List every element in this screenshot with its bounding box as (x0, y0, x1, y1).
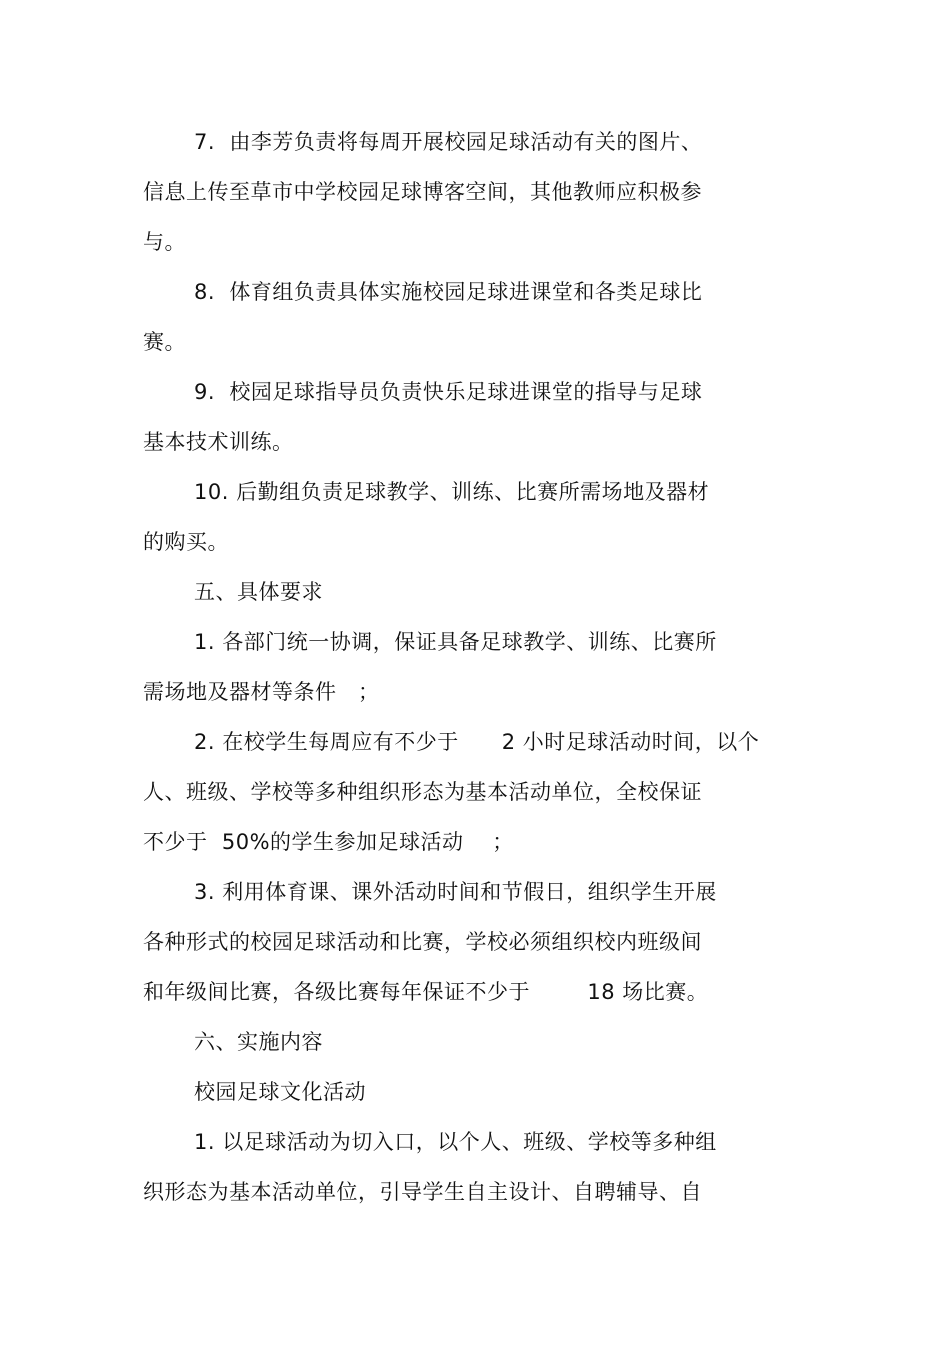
text-line: 基本技术训练。 (143, 430, 294, 454)
text-line: 1. 以足球活动为切入口，以个人、班级、学校等多种组 (194, 1130, 717, 1154)
text-line: 1. 各部门统一协调，保证具备足球教学、训练、比赛所 (194, 630, 717, 654)
text-line: 与。 (143, 230, 186, 254)
text-line: 和年级间比赛，各级比赛每年保证不少于 18 场比赛。 (143, 980, 709, 1004)
text-line: 2. 在校学生每周应有不少于 2 小时足球活动时间，以个 (194, 730, 760, 754)
text-line: 赛。 (143, 330, 186, 354)
text-line: 信息上传至草市中学校园足球博客空间，其他教师应积极参 (143, 180, 702, 204)
text-line: 人、班级、学校等多种组织形态为基本活动单位，全校保证 (143, 780, 702, 804)
text-line: 织形态为基本活动单位，引导学生自主设计、自聘辅导、自 (143, 1180, 702, 1204)
text-line: 10. 后勤组负责足球教学、训练、比赛所需场地及器材 (194, 480, 710, 504)
section-heading: 五、具体要求 (194, 580, 323, 604)
text-line: 8. 体育组负责具体实施校园足球进课堂和各类足球比 (194, 280, 703, 304)
text-line: 需场地及器材等条件 ； (143, 680, 380, 704)
text-line: 7. 由李芳负责将每周开展校园足球活动有关的图片、 (194, 130, 703, 154)
section-heading: 六、实施内容 (194, 1030, 323, 1054)
text-line: 各种形式的校园足球活动和比赛，学校必须组织校内班级间 (143, 930, 702, 954)
subsection-heading: 校园足球文化活动 (194, 1080, 366, 1104)
text-line: 不少于 50%的学生参加足球活动 ； (143, 830, 514, 854)
text-line: 9. 校园足球指导员负责快乐足球进课堂的指导与足球 (194, 380, 703, 404)
text-line: 3. 利用体育课、课外活动时间和节假日，组织学生开展 (194, 880, 717, 904)
text-line: 的购买。 (143, 530, 229, 554)
